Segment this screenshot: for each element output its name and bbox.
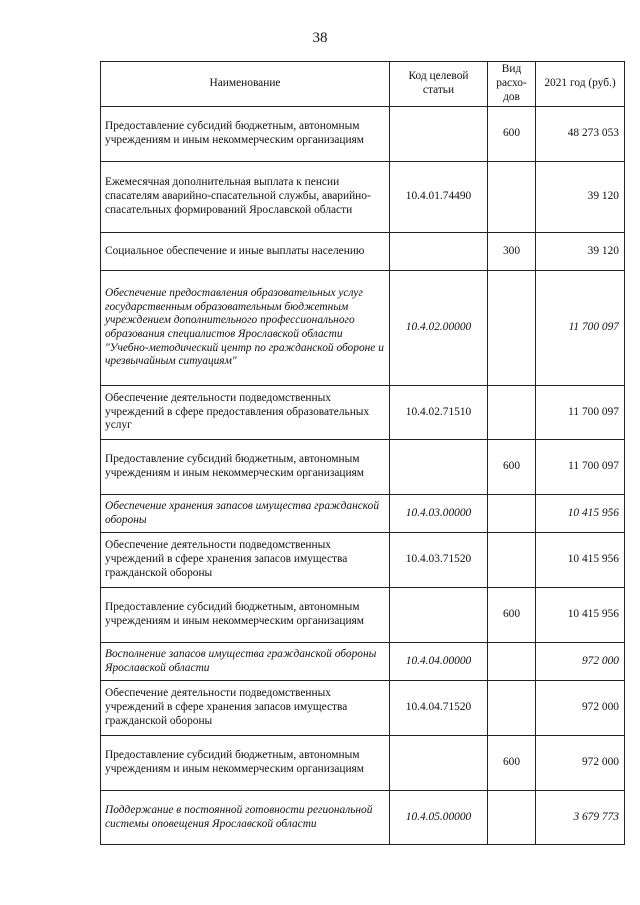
cell-type bbox=[488, 162, 536, 233]
table-row bbox=[101, 440, 625, 495]
cell-code: 10.4.01.74490 bbox=[390, 162, 488, 233]
cell-amount: 972 000 bbox=[536, 681, 625, 736]
cell-amount: 10 415 956 bbox=[536, 533, 625, 588]
cell-name: Обеспечение деятельности подведомственных учреждений в сфере предоставления образовательных услуг bbox=[101, 386, 390, 440]
header-code: Код целевой статьи bbox=[390, 62, 488, 107]
table-row bbox=[101, 107, 625, 162]
cell-amount: 972 000 bbox=[536, 643, 625, 681]
cell-type bbox=[488, 533, 536, 588]
cell-name: Обеспечение предоставления образовательных услуг государственным образовательным бюджетным учреждением дополнительного профессионального образования специалистов Ярославской области "Учебно-методический центр по гражданской обороне и чрезвычайным ситуациям" bbox=[101, 271, 390, 386]
cell-code bbox=[390, 588, 488, 643]
table-row bbox=[101, 791, 625, 845]
cell-amount: 48 273 053 bbox=[536, 107, 625, 162]
cell-name: Ежемесячная дополнительная выплата к пенсии спасателям аварийно-спасательной службы, аварийно-спасательных формирований Ярославской области bbox=[101, 162, 390, 233]
cell-amount: 11 700 097 bbox=[536, 271, 625, 386]
cell-type: 600 bbox=[488, 588, 536, 643]
cell-amount: 39 120 bbox=[536, 162, 625, 233]
cell-name: Предоставление субсидий бюджетным, автономным учреждениям и иным некоммерческим организациям bbox=[101, 736, 390, 791]
cell-type: 300 bbox=[488, 233, 536, 271]
cell-code: 10.4.05.00000 bbox=[390, 791, 488, 845]
table-row bbox=[101, 162, 625, 233]
table-body bbox=[101, 107, 625, 845]
table-row bbox=[101, 681, 625, 736]
cell-name: Обеспечение деятельности подведомственных учреждений в сфере хранения запасов имущества гражданской обороны bbox=[101, 681, 390, 736]
cell-amount: 3 679 773 bbox=[536, 791, 625, 845]
header-type: Вид расхо-дов bbox=[488, 62, 536, 107]
cell-name: Предоставление субсидий бюджетным, автономным учреждениям и иным некоммерческим организациям bbox=[101, 107, 390, 162]
cell-code bbox=[390, 440, 488, 495]
cell-type bbox=[488, 386, 536, 440]
cell-amount: 11 700 097 bbox=[536, 386, 625, 440]
table-row bbox=[101, 643, 625, 681]
cell-type: 600 bbox=[488, 107, 536, 162]
cell-code bbox=[390, 107, 488, 162]
table-row bbox=[101, 588, 625, 643]
cell-type bbox=[488, 495, 536, 533]
cell-name: Обеспечение хранения запасов имущества гражданской обороны bbox=[101, 495, 390, 533]
cell-code bbox=[390, 233, 488, 271]
cell-amount: 39 120 bbox=[536, 233, 625, 271]
table-row bbox=[101, 495, 625, 533]
cell-code: 10.4.02.00000 bbox=[390, 271, 488, 386]
cell-amount: 10 415 956 bbox=[536, 495, 625, 533]
cell-amount: 972 000 bbox=[536, 736, 625, 791]
cell-type bbox=[488, 681, 536, 736]
page-number: 38 bbox=[312, 30, 328, 46]
cell-code: 10.4.04.71520 bbox=[390, 681, 488, 736]
header-amount: 2021 год (руб.) bbox=[536, 62, 625, 107]
budget-table bbox=[100, 61, 625, 845]
table-row bbox=[101, 233, 625, 271]
cell-code bbox=[390, 736, 488, 791]
cell-code: 10.4.03.71520 bbox=[390, 533, 488, 588]
cell-code: 10.4.02.71510 bbox=[390, 386, 488, 440]
cell-name: Поддержание в постоянной готовности региональной системы оповещения Ярославской области bbox=[101, 791, 390, 845]
cell-type: 600 bbox=[488, 440, 536, 495]
cell-name: Восполнение запасов имущества гражданской обороны Ярославской области bbox=[101, 643, 390, 681]
cell-amount: 10 415 956 bbox=[536, 588, 625, 643]
table-header-row bbox=[101, 62, 625, 107]
cell-name: Предоставление субсидий бюджетным, автономным учреждениям и иным некоммерческим организациям bbox=[101, 440, 390, 495]
cell-type bbox=[488, 643, 536, 681]
header-name: Наименование bbox=[101, 62, 390, 107]
cell-code: 10.4.03.00000 bbox=[390, 495, 488, 533]
cell-name: Предоставление субсидий бюджетным, автономным учреждениям и иным некоммерческим организациям bbox=[101, 588, 390, 643]
cell-code: 10.4.04.00000 bbox=[390, 643, 488, 681]
cell-amount: 11 700 097 bbox=[536, 440, 625, 495]
table-row bbox=[101, 271, 625, 386]
cell-type bbox=[488, 271, 536, 386]
cell-name: Социальное обеспечение и иные выплаты населению bbox=[101, 233, 390, 271]
cell-name: Обеспечение деятельности подведомственных учреждений в сфере хранения запасов имущества гражданской обороны bbox=[101, 533, 390, 588]
cell-type: 600 bbox=[488, 736, 536, 791]
table-row bbox=[101, 533, 625, 588]
table-row bbox=[101, 386, 625, 440]
cell-type bbox=[488, 791, 536, 845]
table-row bbox=[101, 736, 625, 791]
